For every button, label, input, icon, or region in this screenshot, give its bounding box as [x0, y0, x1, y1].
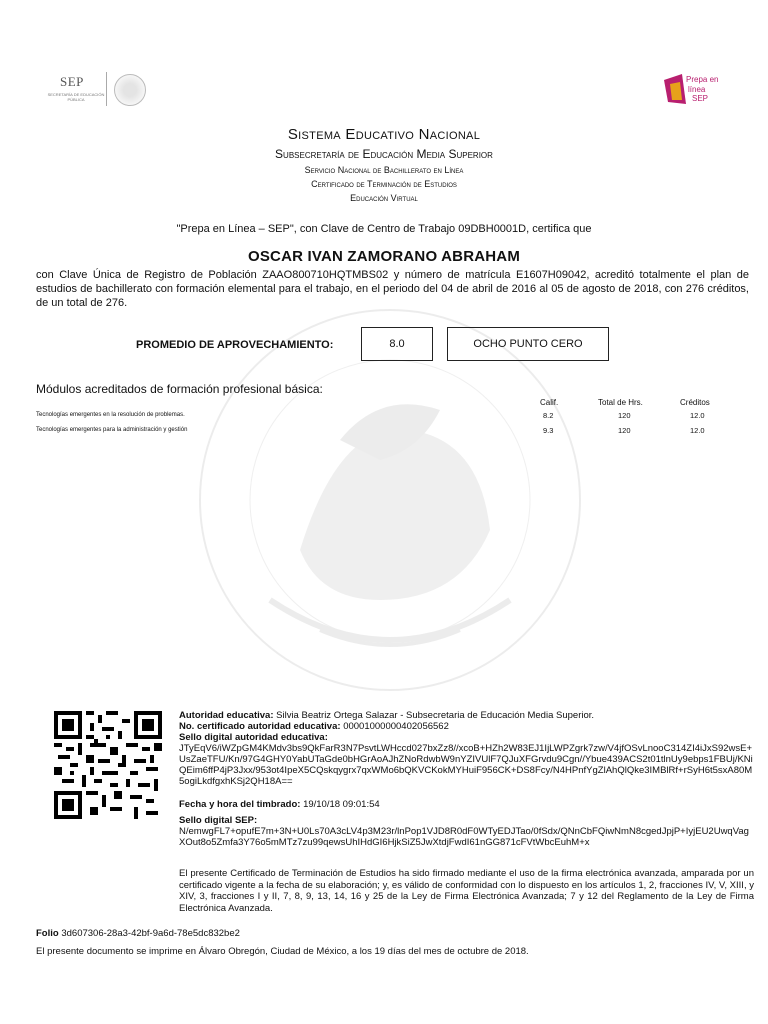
numero-certificado: [179, 721, 449, 732]
sep-logo: [36, 68, 156, 112]
logo-divider: [106, 72, 107, 106]
column-header-calif: Calif.: [540, 398, 559, 407]
module-row-name: Tecnologías emergentes en la resolución de problemas.: [36, 412, 185, 418]
promedio-label: PROMEDIO DE APROVECHAMIENTO:: [136, 339, 334, 351]
module-row-hrs: 120: [618, 411, 631, 420]
column-header-hrs: Total de Hrs.: [598, 398, 643, 407]
module-row-creditos: 12.0: [690, 411, 705, 420]
sello-autoridad-value: JTyEqV6/iWZpGM4KMdv3bs9QkFarR3N7PsvtLWHccd027bxZz8//xcoB+HZh2W83EJ1IjLWPZgrk7zw/V4jfOSvLnooC314ZI4iJxS92wsE+UsZaeTFU/Kn/97G4GHY0YabUTaGde0bHGrAoAJhZNoRdwbW9nYZIVUlF7QJuXFGrvdu9Cgn//Ybue439ACS2t01tlnUy9ebps1FBUj/KNiQEim6ffP4jP3Jxx/953ot4IpeX5CQskqygrx7qxWMo6bQKVCKokMYHuiF956CK+DS8Fcy/N4HPnfYgZlAhQlQke3IMBlRf+rSyH6t5sxA80M5ogiLkdfgxhKSj2QH18A==: [179, 743, 753, 787]
module-row-hrs: 120: [618, 426, 631, 435]
sep-logo-subtext: SECRETARÍA DE EDUCACIÓN PÚBLICA: [47, 92, 105, 102]
certify-statement: "Prepa en Línea – SEP", con Clave de Centro de Trabajo 09DBH0001D, certifica que: [176, 223, 592, 235]
fecha-label: Fecha y hora del timbrado:: [179, 799, 301, 810]
coat-of-arms-icon: [114, 74, 146, 106]
qr-code: [54, 711, 162, 819]
promedio-value: 8.0: [389, 338, 405, 350]
title-educacion-virtual: Educación Virtual: [350, 193, 418, 203]
sep-logo-text: SEP: [60, 74, 84, 89]
svg-text:SEP: SEP: [692, 94, 709, 103]
certificate-paragraph: con Clave Única de Registro de Población ZAAO800710HQTMBS02 y número de matrícula E1607H09042, acreditó totalmente el plan de estudios de bachillerato con formación elemental para el trabajo, en el periodo del 04 de abril de 2016 al 05 de agosto de 2018, con 276 créditos, de un total de 276.: [36, 269, 749, 309]
fecha-timbrado: [179, 799, 380, 810]
num-cert-label: No. certificado autoridad educativa:: [179, 721, 341, 732]
sello-autoridad-label: Sello digital autoridad educativa:: [179, 732, 328, 743]
legal-text: El presente Certificado de Terminación de Estudios ha sido firmado mediante el uso de la firma electrónica avanzada, amparada por un certificado vigente a la fecha de su elaboración; y, es válido de conformidad con lo dispuesto en los artículos 1, 2, fracciones IV, V, XIII, y XIV, 3, fracciones I y II, 7, 8, 9, 13, 14, 16 y 25 de la Ley de Firma Electrónica Avanzada; 7 y 12 del Reglamento de la Ley de Firma Electrónica Avanzada.: [179, 868, 754, 914]
sello-sep-value: N/emwgFL7+opufE7m+3N+U0Ls70A3cLV4p3M23r/lnPop1VJD8R0dF0WTyEDJTao/0fSdx/QNnCbFQiwNmN8cgedJpjP+IyjEU2UwqVagXOut8o5Zmfa3Y76o5mMTz7zu99qewsUhIHdGI6HjkSiZ5JwXtdjFwdI61nGG871cFVtWbcEuhM+x: [179, 826, 749, 848]
autoridad-label: Autoridad educativa:: [179, 710, 274, 721]
title-sistema-educativo: Sistema Educativo Nacional: [287, 126, 481, 143]
num-cert-value: 00001000000402056562: [343, 721, 449, 732]
promedio-words: OCHO PUNTO CERO: [473, 338, 583, 350]
folio: [36, 928, 240, 939]
title-certificado: Certificado de Terminación de Estudios: [311, 179, 457, 189]
student-name: OSCAR IVAN ZAMORANO ABRAHAM: [247, 248, 521, 265]
svg-text:Prepa en: Prepa en: [686, 75, 719, 84]
title-servicio-nacional: Servicio Nacional de Bachillerato en Línea: [304, 165, 464, 175]
folio-value: 3d607306-28a3-42bf-9a6d-78e5dc832be2: [61, 928, 240, 939]
imprime-statement: El presente documento se imprime en Álvaro Obregón, Ciudad de México, a los 19 días del mes de octubre de 2018.: [36, 946, 529, 957]
module-row-creditos: 12.0: [690, 426, 705, 435]
prepa-en-linea-logo: [662, 70, 719, 106]
svg-text:línea: línea: [688, 85, 706, 94]
module-row-calif: 8.2: [543, 411, 554, 420]
title-subsecretaria: Subsecretaría de Educación Media Superior: [275, 147, 493, 161]
fecha-value: 19/10/18 09:01:54: [303, 799, 380, 810]
autoridad-value: Silvia Beatriz Ortega Salazar - Subsecretaria de Educación Media Superior.: [276, 710, 595, 721]
module-row-calif: 9.3: [543, 426, 554, 435]
folio-label: Folio: [36, 928, 59, 939]
promedio-words-box: [447, 327, 609, 361]
sello-sep-label: Sello digital SEP:: [179, 815, 258, 826]
autoridad-educativa: [179, 710, 594, 721]
modules-title: Módulos acreditados de formación profesional básica:: [36, 382, 323, 396]
module-row-name: Tecnologías emergentes para la administración y gestión: [36, 427, 188, 433]
promedio-value-box: [361, 327, 433, 361]
column-header-creditos: Créditos: [680, 398, 710, 407]
